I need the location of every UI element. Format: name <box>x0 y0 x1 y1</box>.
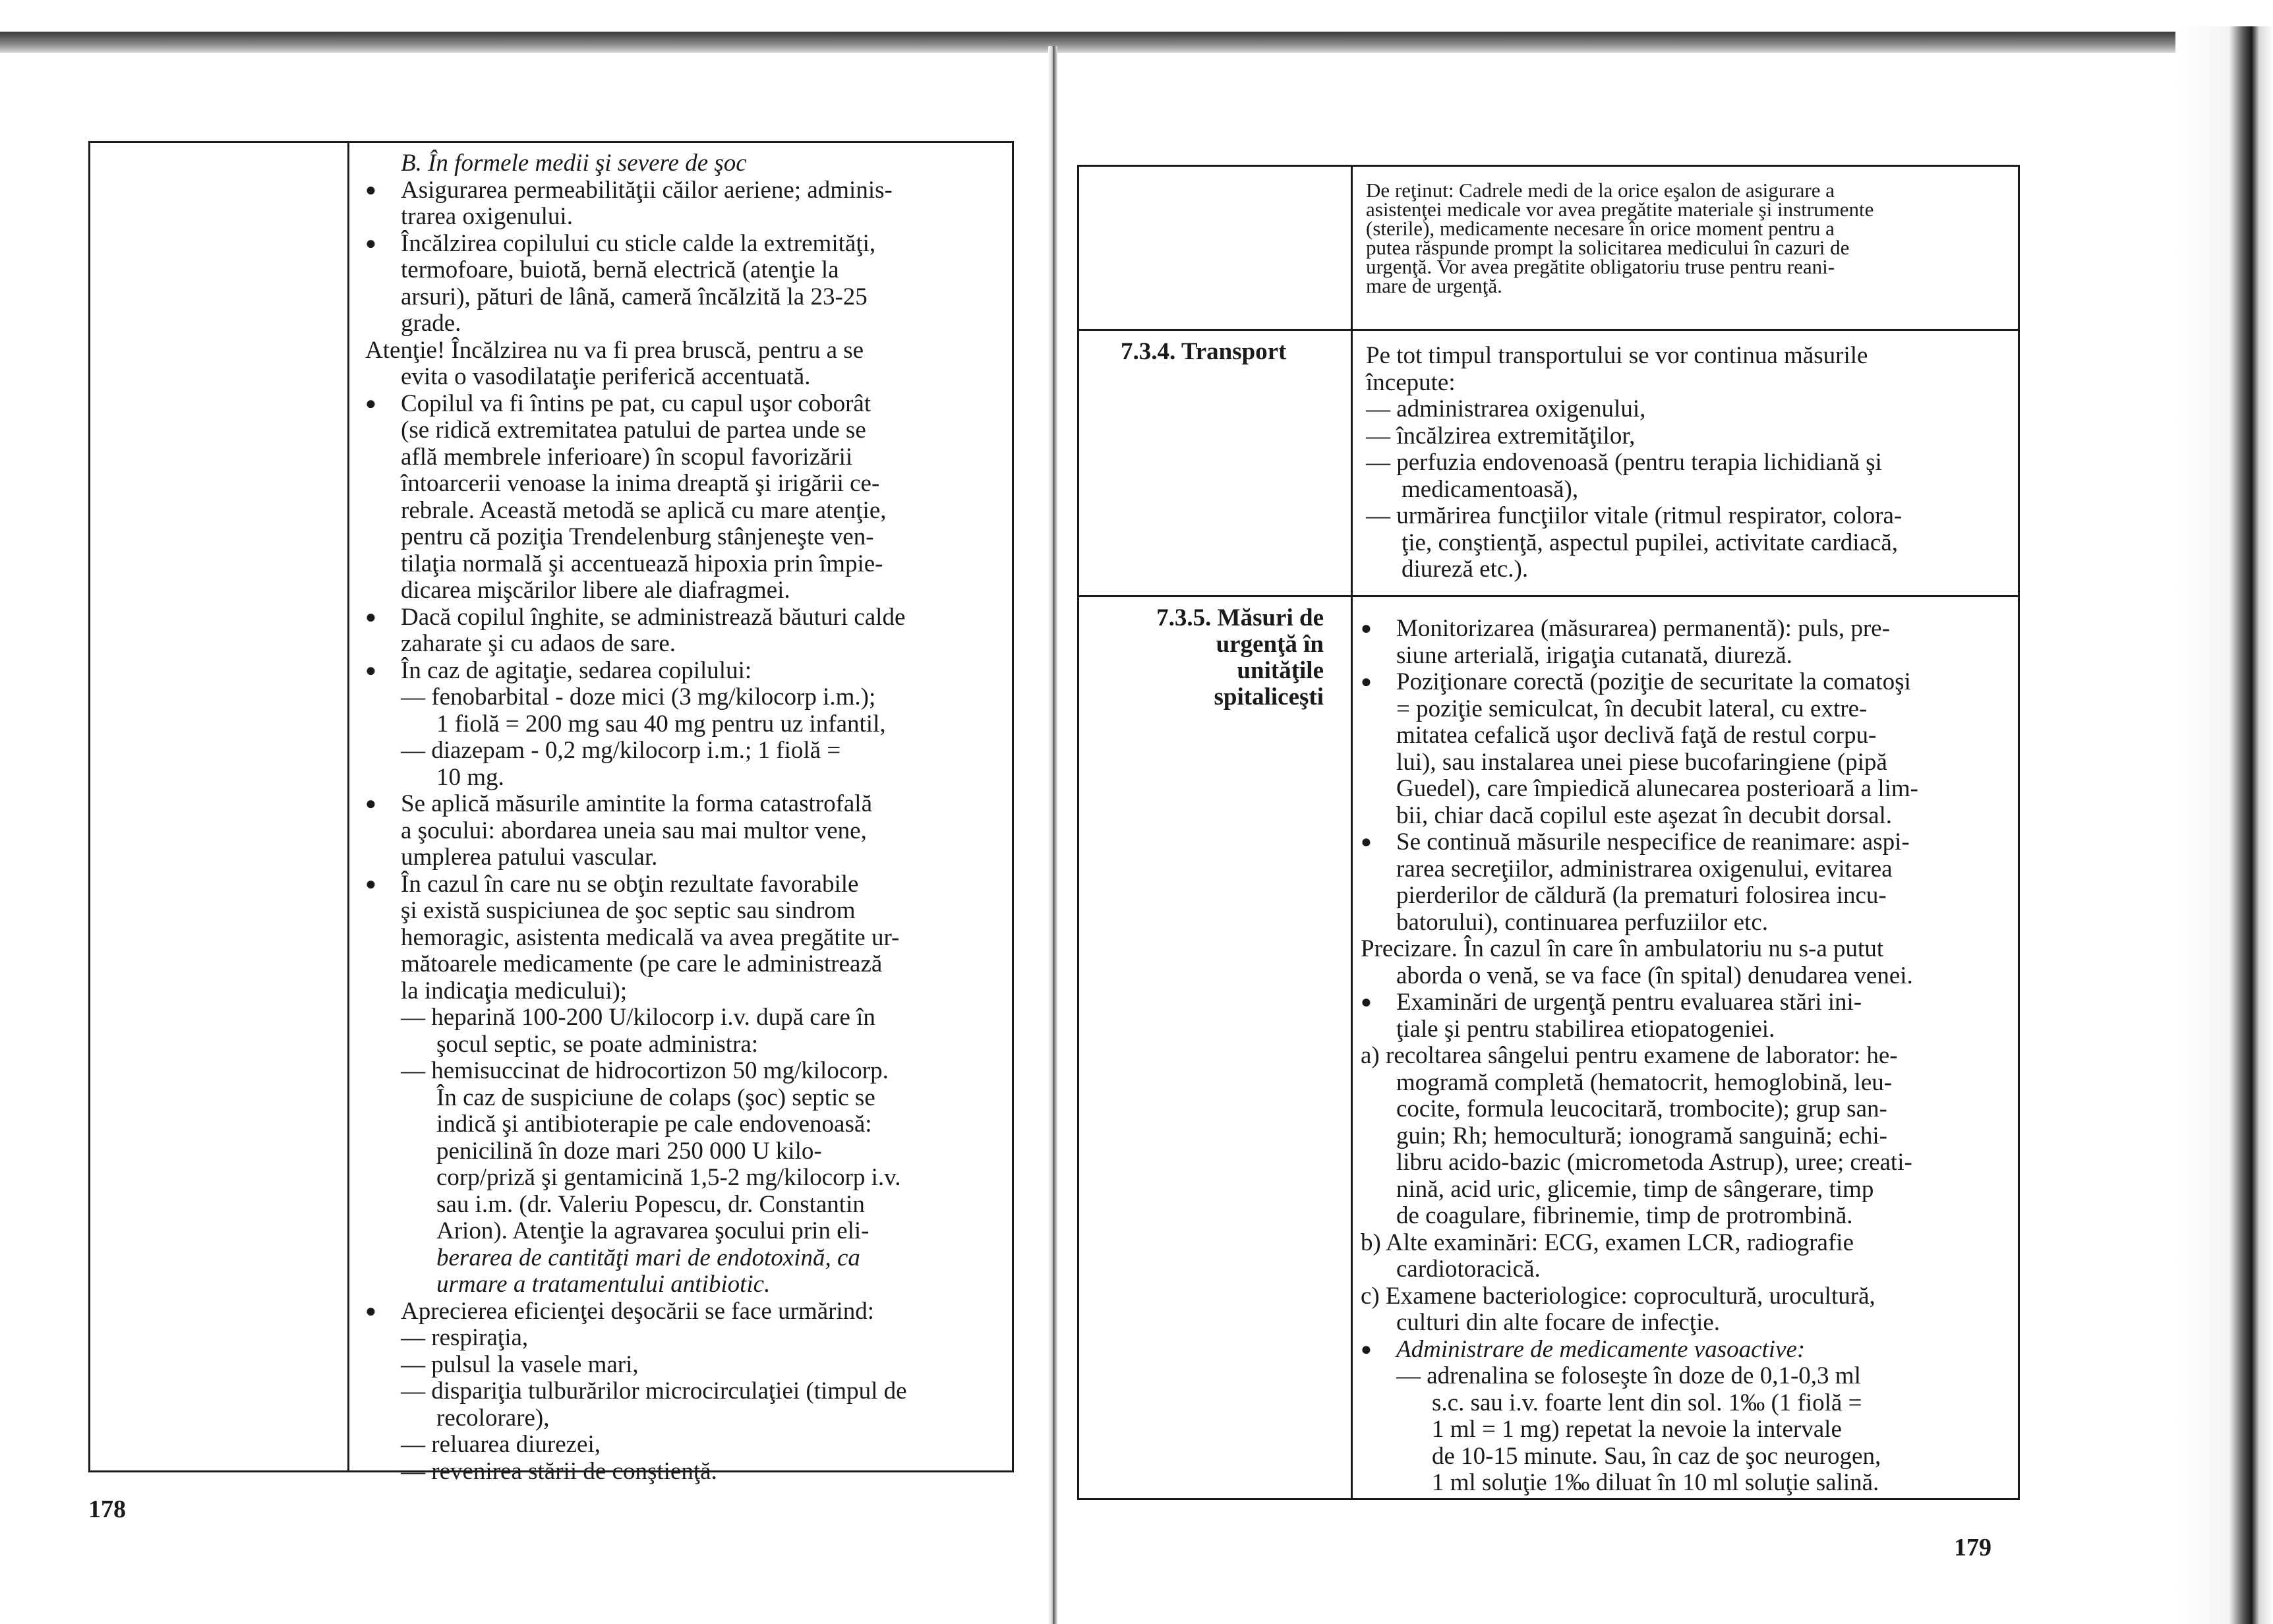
text-line: rarea secreţiilor, administrarea oxigenului, evitarea <box>1396 855 1893 883</box>
bullet-line: ● Dacă copilul înghite, se administrează băuturi calde <box>365 604 1001 631</box>
section-title-line: unităţile <box>1237 657 1324 684</box>
text-line: — reluarea diurezei, <box>401 1431 601 1458</box>
text-line: — adrenalina se foloseşte în doze de 0,1-0,3 ml <box>1396 1362 1861 1389</box>
text-line: mogramă completă (hematocrit, hemoglobină, leu- <box>1396 1068 1893 1096</box>
left-table-content <box>365 150 1001 1485</box>
text-line: — hemisuccinat de hidrocortizon 50 mg/kilocorp. <box>401 1057 889 1084</box>
text-line: libru acido-bazic (micrometoda Astrup), uree; creati- <box>1396 1149 1912 1176</box>
section-title-line: urgenţă în <box>1216 631 1324 658</box>
text-line: mătoarele medicamente (pe care le administrează <box>401 950 883 977</box>
text-line: trarea oxigenului. <box>401 203 573 230</box>
bullet-line: ● Administrare de medicamente vasoactive: <box>1361 1337 2009 1364</box>
text-line: (se ridică extremitatea patului de partea unde se <box>401 417 866 444</box>
text-line: 1 fiolă = 200 mg sau 40 mg pentru uz infantil, <box>436 710 886 738</box>
text-line: guin; Rh; hemocultură; ionogramă sanguină; echi- <box>1396 1122 1887 1149</box>
bullet-line: ● Asigurarea permeabilităţii căilor aeriene; adminis- <box>365 177 1001 204</box>
text-line: s.c. sau i.v. foarte lent din sol. 1‰ (1 fiolă = <box>1432 1389 1862 1416</box>
text-line: 1 ml = 1 mg) repetat la nevoie la intervale <box>1432 1416 1842 1443</box>
bullet-line: ● În cazul în care nu se obţin rezultate favorabile <box>365 871 1001 898</box>
text-line: recolorare), <box>436 1404 550 1432</box>
text-line: aborda o venă, se va face (în spital) denudarea venei. <box>1396 962 1913 989</box>
bullet-line: ● Monitorizarea (măsurarea) permanentă): puls, pre- <box>1361 616 2009 643</box>
text-line: umplerea patului vascular. <box>401 844 658 871</box>
text-line: medicamentoasă), <box>1402 475 1579 503</box>
section-title-line: spitaliceşti <box>1214 683 1324 710</box>
text-line: sau i.m. (dr. Valeriu Popescu, dr. Constantin <box>436 1190 865 1218</box>
text-line: culturi din alte focare de infecţie. <box>1396 1309 1721 1336</box>
bullet-line: ● Aprecierea eficienţei deşocării se face urmărind: <box>365 1298 1001 1325</box>
text-line: penicilină în doze mari 250 000 U kilo- <box>436 1137 822 1165</box>
text-line: ţiale şi pentru stabilirea etiopatogeniei. <box>1396 1015 1775 1043</box>
text-line: — diazepam - 0,2 mg/kilocorp i.m.; 1 fiolă = <box>401 737 841 764</box>
text-line: — respiraţia, <box>401 1324 529 1351</box>
text-line: lui), sau instalarea unei piese bucofaringiene (pipă <box>1396 748 1887 776</box>
section-title-line: 7.3.5. Măsuri de <box>1156 604 1324 631</box>
text-line: — heparină 100-200 U/kilocorp i.v. după care în <box>401 1004 875 1031</box>
text-line: arsuri), pături de lână, cameră încălzită la 23-25 <box>401 283 868 310</box>
text-line: la indicaţia medicului); <box>401 977 628 1004</box>
text-line: Atenţie! Încălzirea nu va fi prea bruscă, pentru a se <box>365 336 864 364</box>
bullet-line: ● Se continuă măsurile nespecifice de reanimare: aspi- <box>1361 829 2009 856</box>
text-line: mare de urgenţă. <box>1366 274 1502 297</box>
text-line: mitatea cefalică uşor declivă faţă de restul corpu- <box>1396 722 1877 749</box>
text-line: — administrarea oxigenului, <box>1366 395 1646 422</box>
text-line: siune arterială, irigaţia cutanată, diureză. <box>1396 641 1792 669</box>
text-line: 1 ml soluţie 1‰ diluat în 10 ml soluţie salină. <box>1432 1469 1879 1496</box>
text-line: află membrele inferioare) în scopul favorizării <box>401 443 853 471</box>
text-line: pierderilor de căldură (la prematuri folosirea incu- <box>1396 882 1887 909</box>
page-number-right: 179 <box>1954 1534 1992 1561</box>
bullet-line: ● În caz de agitaţie, sedarea copilului: <box>365 658 1001 685</box>
bullet-line: ● Poziţionare corectă (poziţie de securitate la comatoşi <box>1361 669 2009 696</box>
text-line: Precizare. În cazul în care în ambulatoriu nu s-a putut <box>1361 935 1884 962</box>
bullet-line: ● Se aplică măsurile amintite la forma catastrofală <box>365 791 1001 818</box>
scan-top-shadow <box>0 32 2273 53</box>
text-line: a şocului: abordarea uneia sau mai multor vene, <box>401 817 867 844</box>
text-line: bii, chiar dacă copilul este aşezat în decubit dorsal. <box>1396 801 1893 829</box>
text-line: De reţinut: Cadrele medi de la orice eşalon de asigurare a <box>1366 179 1835 202</box>
text-line: ţie, conştienţă, aspectul pupilei, activitate cardiacă, <box>1402 529 1899 556</box>
text-line: B. În formele medii şi severe de şoc <box>401 150 747 177</box>
book-gutter <box>1048 46 1057 1624</box>
text-line: şi există suspiciunea de şoc septic sau sindrom <box>401 897 856 924</box>
text-line: pentru că poziţia Trendelenburg stânjeneşte ven- <box>401 523 874 550</box>
bullet-line: ● Examinări de urgenţă pentru evaluarea stări ini- <box>1361 989 2009 1016</box>
text-line: zaharate şi cu adaos de sare. <box>401 630 676 657</box>
text-line: începute: <box>1366 368 1456 396</box>
text-line: În caz de suspiciune de colaps (şoc) septic se <box>436 1084 875 1111</box>
text-line: Guedel), care împiedică alunecarea posterioară a lim- <box>1396 775 1918 802</box>
text-line: termofoare, buiotă, bernă electrică (atenţie la <box>401 256 839 283</box>
text-line: — revenirea stării de conştienţă. <box>401 1457 717 1485</box>
note-box <box>1366 181 2009 295</box>
scan-right-edge <box>2175 26 2273 1624</box>
section-7-3-4-content <box>1366 343 2009 583</box>
text-line: 10 mg. <box>436 763 504 791</box>
text-line: diureză etc.). <box>1402 556 1529 583</box>
text-line: — dispariţia tulburărilor microcirculaţiei (timpul de <box>401 1378 907 1405</box>
text-line: cocite, formula leucocitară, trombocite); grup san- <box>1396 1095 1887 1122</box>
text-line: — urmărirea funcţiilor vitale (ritmul respirator, colora- <box>1366 502 1903 529</box>
section-7-3-5-content <box>1361 616 2009 1497</box>
text-line: — perfuzia endovenoasă (pentru terapia lichidiană şi <box>1366 449 1882 476</box>
text-line: = poziţie semiculcat, în decubit lateral, cu extre- <box>1396 695 1868 722</box>
section-7-3-5-title <box>1114 605 1324 710</box>
text-line: dicarea mişcărilor libere ale diafragmei. <box>401 577 790 604</box>
text-line: de coagulare, fibrinemie, timp de protrombină. <box>1396 1202 1853 1229</box>
text-line: tilaţia normală şi accentuează hipoxia prin împie- <box>401 550 883 577</box>
text-line: indică şi antibioterapie pe cale endovenoasă: <box>436 1111 872 1138</box>
text-line: — fenobarbital - doze mici (3 mg/kilocorp i.m.); <box>401 683 876 710</box>
section-7-3-4-title: 7.3.4. Transport <box>1121 338 1287 365</box>
text-line: de 10-15 minute. Sau, în caz de şoc neurogen, <box>1432 1442 1881 1470</box>
text-line: corp/priză şi gentamicină 1,5-2 mg/kilocorp i.v. <box>436 1164 901 1191</box>
bullet-line: ● Copilul va fi întins pe pat, cu capul uşor coborât <box>365 391 1001 418</box>
text-line: urmare a tratamentului antibiotic. <box>436 1271 771 1298</box>
text-line: — încălzirea extremităţilor, <box>1366 422 1636 450</box>
text-line: — pulsul la vasele mari, <box>401 1350 639 1378</box>
bullet-line: ● Încălzirea copilului cu sticle calde la extremităţi, <box>365 231 1001 258</box>
text-line: b) Alte examinări: ECG, examen LCR, radiografie <box>1361 1229 1854 1256</box>
text-line: asistenţei medicale vor avea pregătite materiale şi instrumente <box>1366 198 1874 221</box>
text-line: (sterile), medicamente necesare în orice moment pentru a <box>1366 217 1835 240</box>
text-line: întoarcerii venoase la inima dreaptă şi irigării ce- <box>401 470 880 497</box>
text-line: batorului), continuarea perfuziilor etc. <box>1396 908 1768 936</box>
text-line: evita o vasodilataţie periferică accentuată. <box>401 363 811 390</box>
text-line: grade. <box>401 310 461 337</box>
text-line: berarea de cantităţi mari de endotoxină, ca <box>436 1244 860 1271</box>
text-line: Pe tot timpul transportului se vor continua măsurile <box>1366 342 1868 369</box>
text-line: c) Examene bacteriologice: coprocultură, urocultură, <box>1361 1282 1875 1310</box>
text-line: hemoragic, asistenta medicală va avea pregătite ur- <box>401 923 900 951</box>
text-line: rebrale. Această metodă se aplică cu mare atenţie, <box>401 496 887 524</box>
text-line: urgenţă. Vor avea pregătite obligatoriu truse pentru reani- <box>1366 255 1835 278</box>
text-line: şocul septic, se poate administra: <box>436 1030 759 1058</box>
text-line: nină, acid uric, glicemie, timp de sângerare, timp <box>1396 1175 1874 1203</box>
text-line: cardiotoracică. <box>1396 1256 1541 1283</box>
text-line: putea răspunde prompt la solicitarea medicului în cazuri de <box>1366 236 1850 259</box>
text-line: Arion). Atenţie la agravarea şocului prin eli- <box>436 1217 870 1244</box>
page-number-left: 178 <box>88 1495 126 1523</box>
text-line: a) recoltarea sângelui pentru examene de laborator: he- <box>1361 1042 1898 1069</box>
